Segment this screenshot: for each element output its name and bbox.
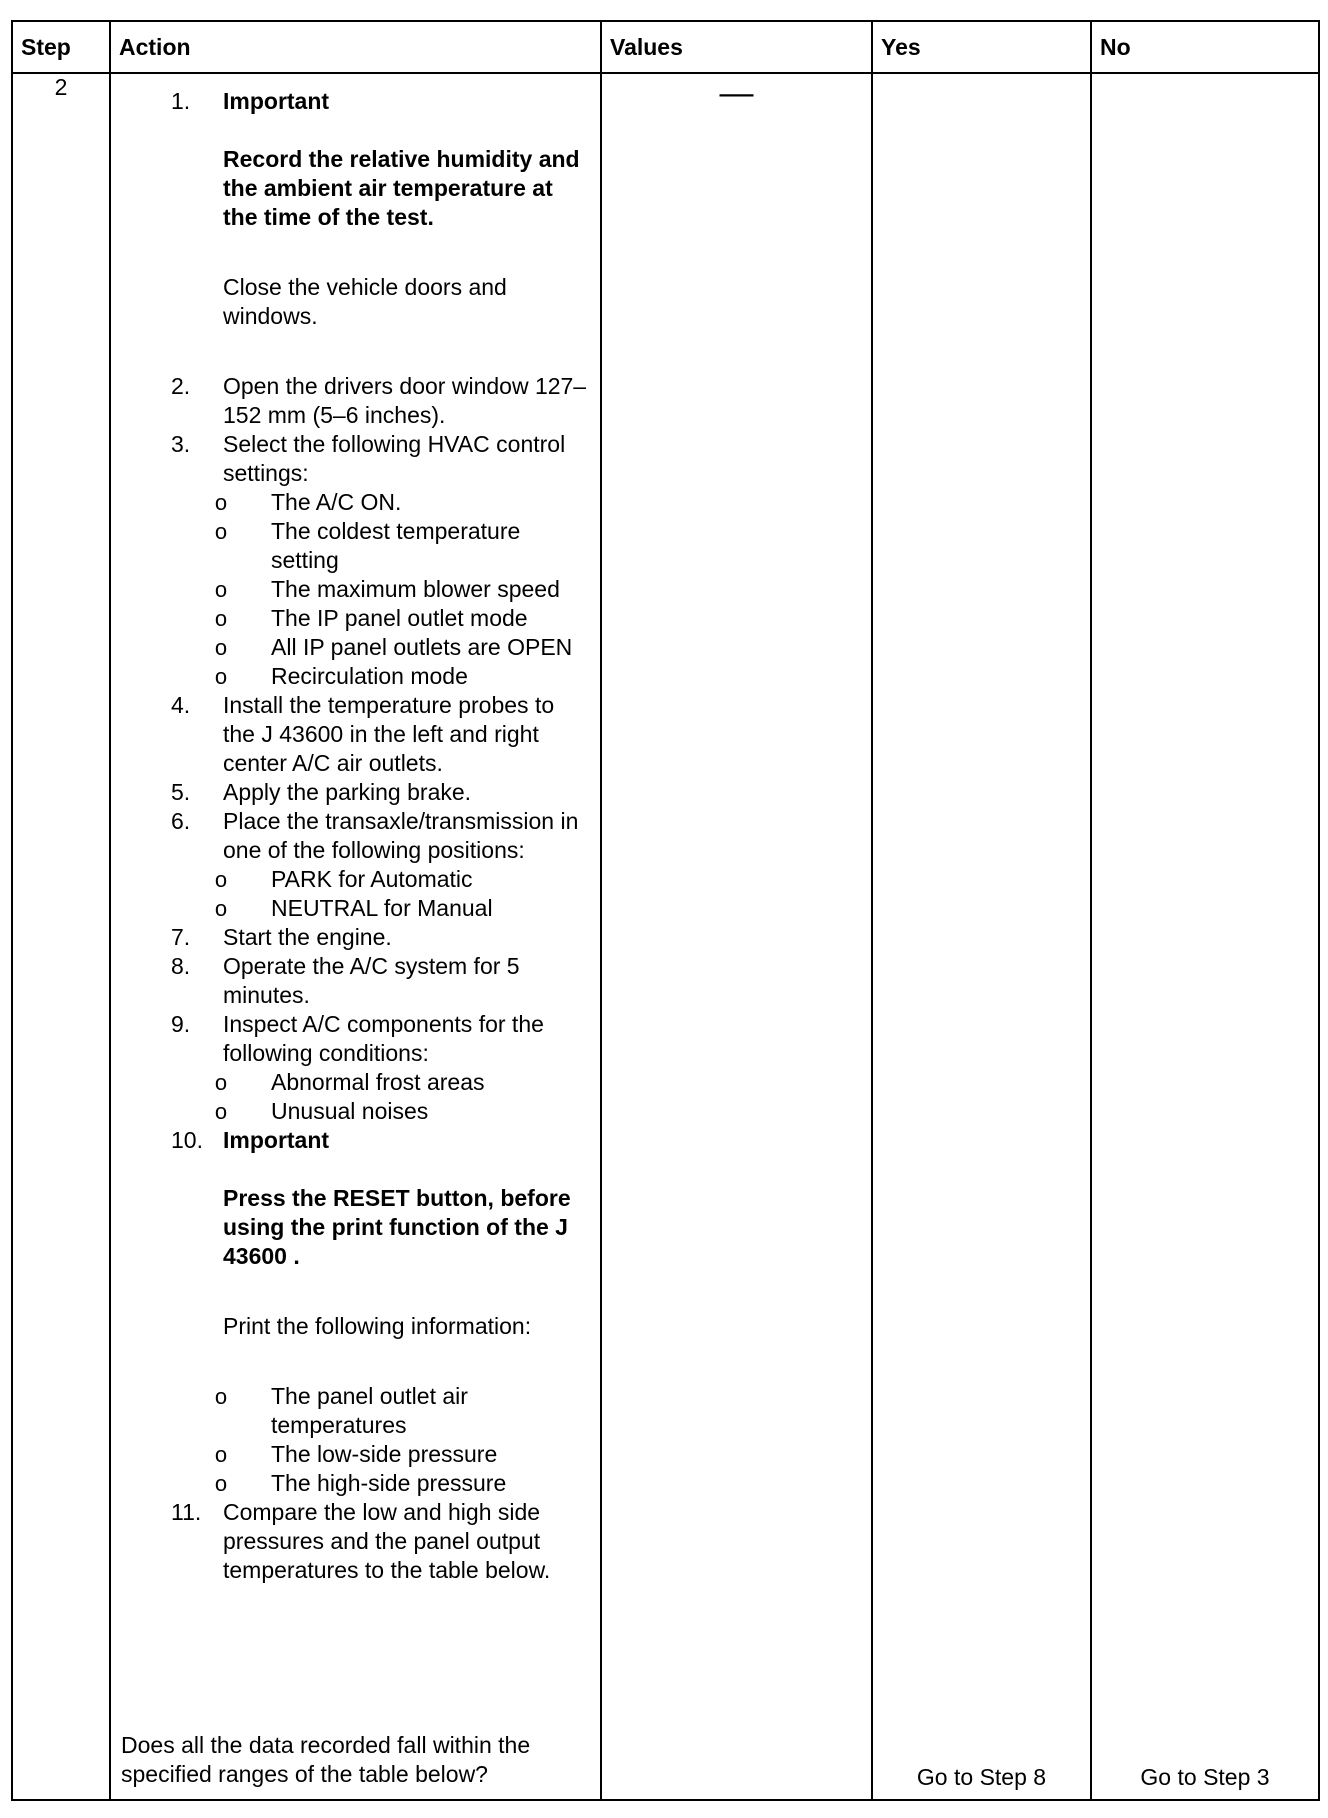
bullet-marker: o [214, 577, 228, 602]
action-step-2 [171, 372, 592, 430]
bullet-marker: o [214, 606, 228, 631]
step-num: 10. [171, 1127, 203, 1153]
bullet-text: The IP panel outlet mode [271, 605, 528, 631]
step-num: 5. [171, 779, 191, 805]
action-steps [111, 74, 600, 1585]
action-step-9 [171, 1010, 592, 1068]
bullet-text: The high-side pressure [271, 1470, 507, 1496]
bullet-text: NEUTRAL for Manual [271, 895, 493, 921]
header-step: Step [12, 21, 110, 73]
list-item [171, 1382, 592, 1440]
values-cell: — [601, 73, 872, 1800]
list-item [171, 604, 592, 633]
step-num: 4. [171, 692, 191, 718]
bullet-marker: o [214, 867, 228, 892]
step-number: 2 [12, 73, 110, 1800]
bullet-marker: o [214, 896, 228, 921]
no-link[interactable]: Go to Step 3 [1140, 1764, 1270, 1790]
header-action: Action [110, 21, 601, 73]
header-values: Values [601, 21, 872, 73]
list-item [171, 662, 592, 691]
action-step-10 [171, 1126, 592, 1341]
step-text: Inspect A/C components for the following conditions: [223, 1011, 544, 1066]
list-item [171, 1097, 592, 1126]
list-item [171, 488, 592, 517]
step-text: Close the vehicle doors and windows. [223, 274, 507, 329]
step-num: 1. [171, 88, 191, 114]
bullet-text: Abnormal frost areas [271, 1069, 485, 1095]
bullet-text: The A/C ON. [271, 489, 402, 515]
header-yes: Yes [872, 21, 1091, 73]
list-item [171, 1469, 592, 1498]
action-step-3 [171, 430, 592, 488]
bullet-text: The maximum blower speed [271, 576, 560, 602]
important-title: Important [223, 88, 330, 114]
list-item [171, 1440, 592, 1469]
header-no: No [1091, 21, 1319, 73]
important-text: Press the RESET button, before using the print function of the J 43600 . [223, 1185, 571, 1269]
bullet-text: The coldest temperature setting [271, 518, 521, 573]
action-step-4 [171, 691, 592, 778]
step-num: 11. [171, 1499, 202, 1525]
action-step-7 [171, 923, 592, 952]
action-step-8 [171, 952, 592, 1010]
bullet-marker: o [214, 1070, 228, 1095]
list-item [171, 575, 592, 604]
list-item [171, 1068, 592, 1097]
yes-link[interactable]: Go to Step 8 [916, 1764, 1047, 1790]
bullet-marker: o [214, 664, 228, 689]
diagnostic-table [11, 20, 1320, 1801]
bullet-marker: o [214, 490, 228, 515]
list-item [171, 865, 592, 894]
step-text: Open the drivers door window 127–152 mm (5–6 inches). [223, 373, 587, 428]
step-num: 7. [171, 924, 191, 950]
no-cell [1091, 73, 1319, 1800]
step-text: Place the transaxle/transmission in one of the following positions: [223, 808, 579, 863]
list-item [171, 517, 592, 575]
bullet-text: The panel outlet air temperatures [271, 1383, 468, 1438]
step-text: Print the following information: [223, 1313, 532, 1339]
bullet-marker: o [214, 635, 228, 660]
bullet-text: PARK for Automatic [271, 866, 473, 892]
important-text: Record the relative humidity and the ambient air temperature at the time of the test. [223, 146, 580, 230]
step-text: Operate the A/C system for 5 minutes. [223, 953, 520, 1008]
step-text: Select the following HVAC control settings: [223, 431, 566, 486]
bullet-marker: o [214, 1384, 228, 1409]
bullet-marker: o [214, 1471, 228, 1496]
step-text: Install the temperature probes to the [223, 692, 555, 747]
step-text: Compare the low and high side pressures and the panel output temperatures to the table below. [223, 1499, 551, 1583]
header-row [12, 21, 1319, 73]
step-num: 2. [171, 373, 191, 399]
step-text: Start the engine. [223, 924, 392, 950]
action-step-6 [171, 807, 592, 865]
bullet-text: Unusual noises [271, 1098, 429, 1124]
important-title: Important [223, 1127, 330, 1153]
step-num: 6. [171, 808, 191, 834]
bullet-marker: o [214, 1099, 228, 1124]
action-step-5 [171, 778, 592, 807]
bullet-text: All IP panel outlets are OPEN [271, 634, 573, 660]
list-item [171, 894, 592, 923]
action-step-1 [171, 87, 592, 331]
step-text: in the left and right center A/C air outlets. [223, 721, 539, 776]
action-step-11 [171, 1498, 592, 1585]
bullet-text: Recirculation mode [271, 663, 468, 689]
tool-reference: J 43600 [261, 721, 344, 747]
list-item [171, 633, 592, 662]
step-num: 8. [171, 953, 191, 979]
step-num: 3. [171, 431, 191, 457]
bullet-marker: o [214, 1442, 228, 1467]
bullet-text: The low-side pressure [271, 1441, 498, 1467]
table-row [12, 73, 1319, 1800]
action-cell [110, 73, 601, 1800]
step-num: 9. [171, 1011, 191, 1037]
decision-question: Does all the data recorded fall within the specified ranges of the table below? [121, 1732, 531, 1787]
yes-cell [872, 73, 1091, 1800]
step-text: Apply the parking brake. [223, 779, 472, 805]
bullet-marker: o [214, 519, 228, 544]
